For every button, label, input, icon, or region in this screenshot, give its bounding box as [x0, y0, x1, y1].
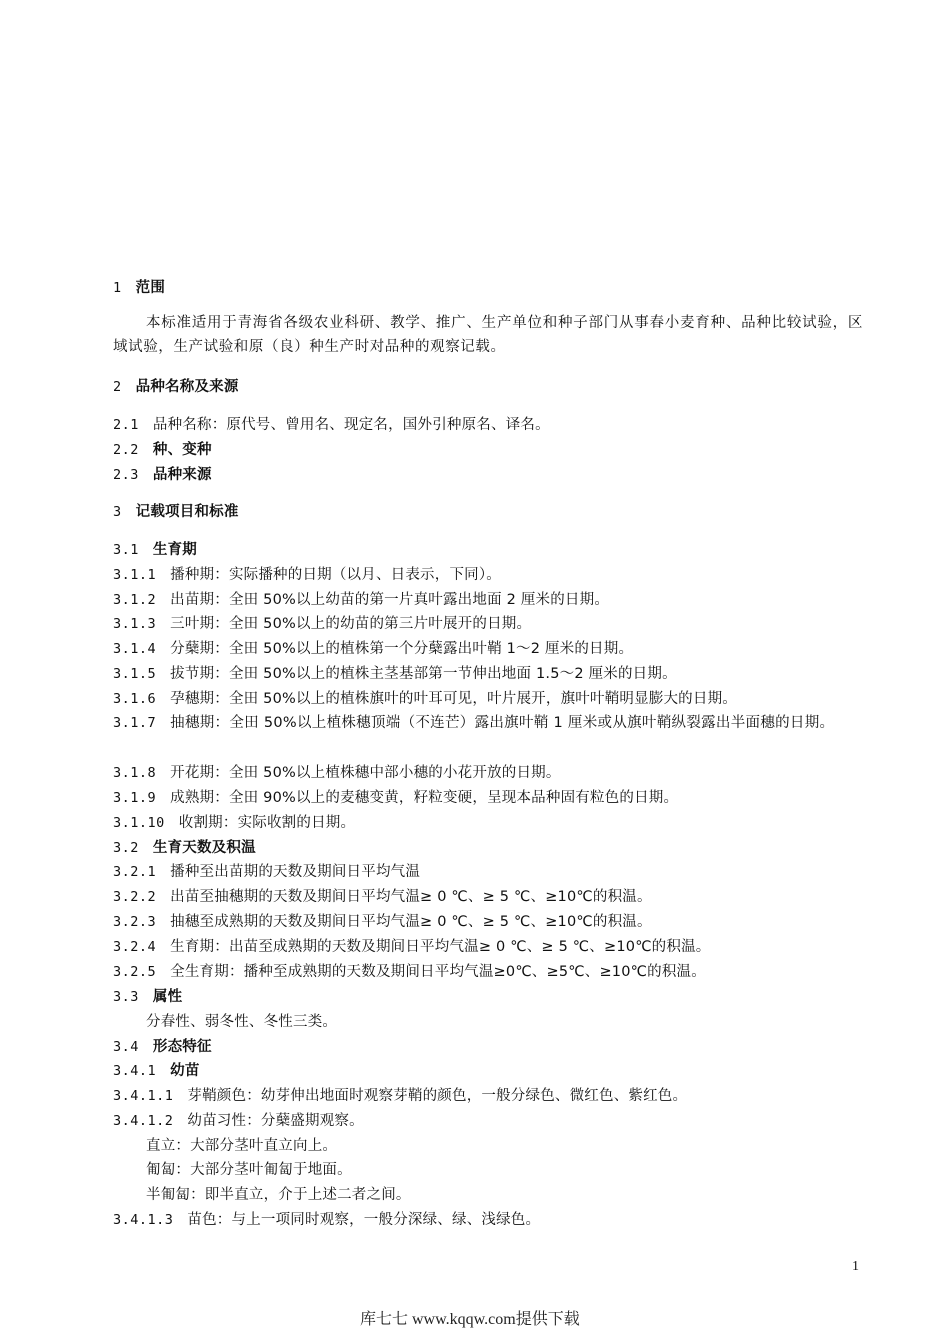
- section-3-1-8: [113, 764, 561, 782]
- section-number: 3.2.4: [113, 939, 157, 955]
- section-text: 孕穗期：全田 50%以上的植株旗叶的叶耳可见，叶片展开，旗叶叶鞘明显膨大的日期。: [170, 691, 737, 707]
- section-text: 成熟期：全田 90%以上的麦穗变黄，籽粒变硬，呈现本品种固有粒色的日期。: [170, 790, 679, 806]
- section-2-3: [113, 466, 212, 484]
- section-3-4-1-2: [113, 1112, 364, 1130]
- section-number: 3.1.1: [113, 567, 157, 583]
- section-3-1-3: [113, 615, 531, 633]
- section-title: 品种名称及来源: [135, 379, 239, 395]
- section-title: 属性: [152, 989, 183, 1005]
- section-number: 3.1.6: [113, 691, 157, 707]
- section-3-2: [113, 839, 256, 857]
- habit-prostrate: 匍匐：大部分茎叶匍匐于地面。: [146, 1162, 352, 1178]
- section-title: 种、变种: [152, 442, 212, 458]
- section-number: 3.1.4: [113, 641, 157, 657]
- section-number: 3.1.8: [113, 765, 157, 781]
- section-3-1-1: [113, 566, 501, 584]
- section-number: 3.1.7: [113, 715, 157, 731]
- section-number: 2: [113, 379, 122, 395]
- section-number: 3.3: [113, 989, 139, 1005]
- section-number: 3.4.1.3: [113, 1212, 174, 1228]
- section-number: 3.4.1: [113, 1063, 157, 1079]
- section-3-1-6: [113, 690, 737, 708]
- section-3-4-1: [113, 1062, 200, 1080]
- page-number: 1: [852, 1259, 859, 1274]
- section-title: 记载项目和标准: [135, 504, 239, 520]
- section-3-4-1-1: [113, 1087, 687, 1105]
- section-number: 2.1: [113, 417, 139, 433]
- section-3-4: [113, 1038, 212, 1056]
- section-text: 生育期：出苗至成熟期的天数及期间日平均气温≥ 0 ℃、≥ 5 ℃、≥10℃的积温。: [170, 939, 711, 955]
- section-3-1: [113, 541, 197, 559]
- habit-upright: 直立：大部分茎叶直立向上。: [146, 1138, 338, 1154]
- section-number: 3: [113, 504, 122, 520]
- section-number: 2.3: [113, 467, 139, 483]
- section-number: 3.2.2: [113, 889, 157, 905]
- scope-paragraph: 本标准适用于青海省各级农业科研、教学、推广、生产单位和种子部门从事春小麦育种、品种比较试验，区域试验，生产试验和原（良）种生产时对品种的观察记载。: [113, 315, 863, 355]
- habit-semi-prostrate: 半匍匐：即半直立，介于上述二者之间。: [146, 1187, 411, 1203]
- section-number: 3.2.1: [113, 864, 157, 880]
- section-number: 3.2.5: [113, 964, 157, 980]
- section-text: 拔节期：全田 50%以上的植株主茎基部第一节伸出地面 1.5～2 厘米的日期。: [170, 666, 677, 682]
- section-3-heading: [113, 503, 239, 521]
- attribute-text: 分春性、弱冬性、冬性三类。: [146, 1014, 338, 1030]
- section-3-2-4: [113, 938, 710, 956]
- section-number: 3.1: [113, 542, 139, 558]
- section-number: 3.2: [113, 840, 139, 856]
- section-text: 幼苗习性：分蘖盛期观察。: [187, 1113, 364, 1129]
- section-number: 3.4.1.2: [113, 1113, 174, 1129]
- section-2-heading: [113, 378, 239, 396]
- footer-watermark: 库七七 www.kqqw.com提供下载: [360, 1311, 580, 1328]
- section-3-4-1-3: [113, 1211, 540, 1229]
- section-title: 形态特征: [152, 1039, 212, 1055]
- section-title: 生育期: [152, 542, 197, 558]
- section-text: 播种期：实际播种的日期（以月、日表示，下同）。: [170, 567, 501, 583]
- section-number: 3.1.2: [113, 592, 157, 608]
- section-number: 3.1.5: [113, 666, 157, 682]
- section-3-2-5: [113, 963, 706, 981]
- section-number: 1: [113, 280, 122, 296]
- section-title: 生育天数及积温: [152, 840, 256, 856]
- section-text: 收割期：实际收割的日期。: [178, 815, 356, 831]
- section-3-1-9: [113, 789, 678, 807]
- section-text: 出苗期：全田 50%以上幼苗的第一片真叶露出地面 2 厘米的日期。: [170, 592, 610, 608]
- section-2-2: [113, 441, 212, 459]
- section-1-heading: [113, 279, 165, 297]
- section-3-2-1: [113, 863, 420, 881]
- section-number: 3.1.3: [113, 616, 157, 632]
- section-3-1-7: [113, 711, 865, 735]
- section-text: 出苗至抽穗期的天数及期间日平均气温≥ 0 ℃、≥ 5 ℃、≥10℃的积温。: [170, 889, 652, 905]
- section-number: 2.2: [113, 442, 139, 458]
- section-text: 分蘖期：全田 50%以上的植株第一个分蘖露出叶鞘 1～2 厘米的日期。: [170, 641, 634, 657]
- section-number: 3.4: [113, 1039, 139, 1055]
- section-text: 全生育期：播种至成熟期的天数及期间日平均气温≥0℃、≥5℃、≥10℃的积温。: [170, 964, 706, 980]
- section-number: 3.2.3: [113, 914, 157, 930]
- section-number: 3.4.1.1: [113, 1088, 174, 1104]
- section-3-2-3: [113, 913, 652, 931]
- section-3-1-10: [113, 814, 355, 832]
- section-2-1: [113, 416, 550, 434]
- section-title: 幼苗: [170, 1063, 200, 1079]
- section-text: 芽鞘颜色：幼芽伸出地面时观察芽鞘的颜色，一般分绿色、微红色、紫红色。: [187, 1088, 688, 1104]
- section-3-2-2: [113, 888, 652, 906]
- section-text: 苗色：与上一项同时观察，一般分深绿、绿、浅绿色。: [187, 1212, 541, 1228]
- section-3-1-4: [113, 640, 633, 658]
- section-3-1-2: [113, 591, 609, 609]
- section-number: 3.1.10: [113, 815, 165, 831]
- section-title: 范围: [135, 280, 166, 296]
- section-text: 品种名称：原代号、曾用名、现定名，国外引种原名、译名。: [152, 417, 550, 433]
- section-3-1-5: [113, 665, 677, 683]
- section-title: 品种来源: [152, 467, 212, 483]
- section-text: 抽穗期：全田 50%以上植株穗顶端（不连芒）露出旗叶鞘 1 厘米或从旗叶鞘纵裂露出半面穗的日期。: [170, 715, 835, 731]
- section-text: 播种至出苗期的天数及期间日平均气温: [170, 864, 421, 880]
- section-text: 抽穗至成熟期的天数及期间日平均气温≥ 0 ℃、≥ 5 ℃、≥10℃的积温。: [170, 914, 652, 930]
- section-text: 三叶期：全田 50%以上的幼苗的第三片叶展开的日期。: [170, 616, 532, 632]
- section-number: 3.1.9: [113, 790, 157, 806]
- section-3-3: [113, 988, 182, 1006]
- section-text: 开花期：全田 50%以上植株穗中部小穗的小花开放的日期。: [170, 765, 561, 781]
